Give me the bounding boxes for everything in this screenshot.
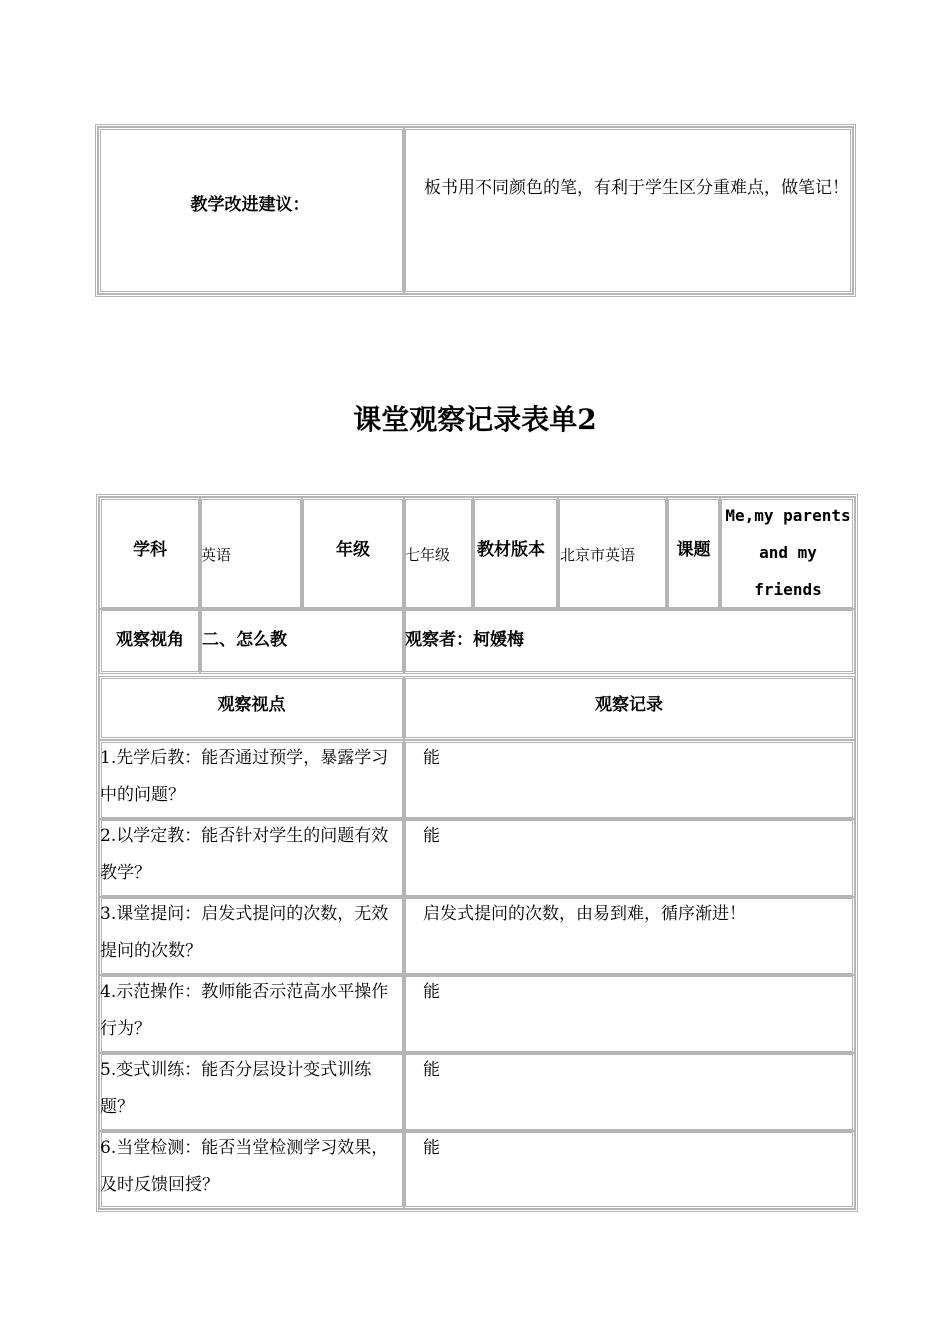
row-3-record: 启发式提问的次数，由易到难，循序渐进！	[423, 904, 746, 924]
record-header: 观察记录	[595, 695, 663, 715]
row-1-point: 1.先学后教：能否通过预学，暴露学习中的问题？	[100, 748, 389, 805]
row-6-point: 6.当堂检测：能否当堂检测学习效果，及时反馈回授？	[100, 1138, 389, 1195]
grade-label: 年级	[336, 540, 370, 560]
improvement-content-cell	[403, 127, 853, 294]
subject-label: 学科	[133, 540, 167, 560]
point-header: 观察视点	[217, 695, 286, 715]
row-1-record: 能	[423, 748, 440, 768]
row-5-record: 能	[423, 1060, 440, 1080]
topic-value: Me,my parents and my friends	[725, 506, 851, 599]
textbook-value: 北京市英语	[560, 546, 636, 564]
page-title: 课堂观察记录表单2	[353, 403, 597, 436]
row-4-record: 能	[423, 982, 440, 1002]
perspective-value: 二、怎么教	[202, 630, 287, 650]
grade-value: 七年级	[405, 546, 451, 564]
row-2-record: 能	[423, 826, 440, 846]
row-6-record: 能	[423, 1138, 440, 1158]
row-3-point: 3.课堂提问：启发式提问的次数，无效提问的次数？	[100, 904, 389, 961]
observer: 观察者：柯媛梅	[405, 630, 524, 650]
textbook-label: 教材版本	[477, 540, 545, 560]
row-5-point: 5.变式训练：能否分层设计变式训练题？	[100, 1060, 372, 1117]
improvement-label: 教学改进建议：	[190, 195, 310, 215]
subject-value: 英语	[201, 546, 232, 564]
topic-label: 课题	[676, 540, 711, 560]
row-4-point: 4.示范操作：教师能否示范高水平操作行为？	[100, 982, 389, 1039]
improvement-content: 板书用不同颜色的笔，有利于学生区分重难点，做笔记！	[424, 178, 849, 198]
perspective-label: 观察视角	[116, 630, 184, 650]
row-2-point: 2.以学定教：能否针对学生的问题有效教学？	[100, 826, 389, 883]
